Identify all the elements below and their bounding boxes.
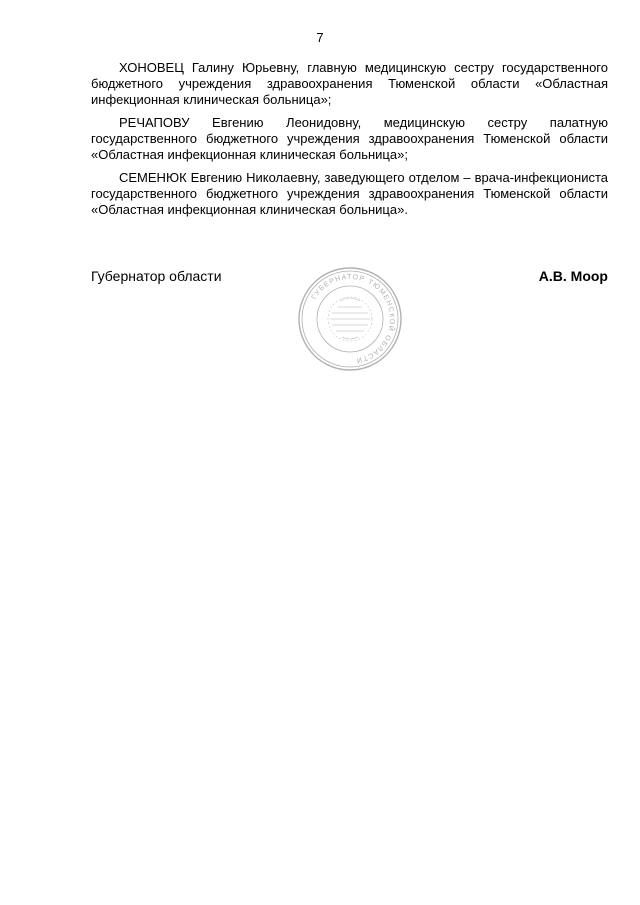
paragraph-semenyuk: СЕМЕНЮК Евгению Николаевну, заведующего отделом – врача-инфекциониста государственного бюджетного учреждения здравоохранения Тюменской области «Областная инфекционная клиническая больница». [91, 170, 608, 217]
seal-ring-text: ГУБЕРНАТОР ТЮМЕНСКОЙ ОБЛАСТИ [310, 273, 396, 364]
signature-name: А.В. Моор [538, 268, 608, 284]
official-seal-icon [296, 265, 404, 373]
paragraph-khonovets: ХОНОВЕЦ Галину Юрьевну, главную медицинскую сестру государственного бюджетного учреждения здравоохранения Тюменской области «Областная инфекционная клиническая больница»; [91, 60, 608, 107]
page-number: 7 [316, 30, 324, 45]
paragraph-rechapova: РЕЧАПОВУ Евгению Леонидовну, медицинскую сестру палатную государственного бюджетного учреждения здравоохранения Тюменской области «Областная инфекционная клиническая больница»; [91, 115, 608, 162]
signature-title: Губернатор области [91, 268, 222, 284]
document-body [91, 60, 608, 225]
